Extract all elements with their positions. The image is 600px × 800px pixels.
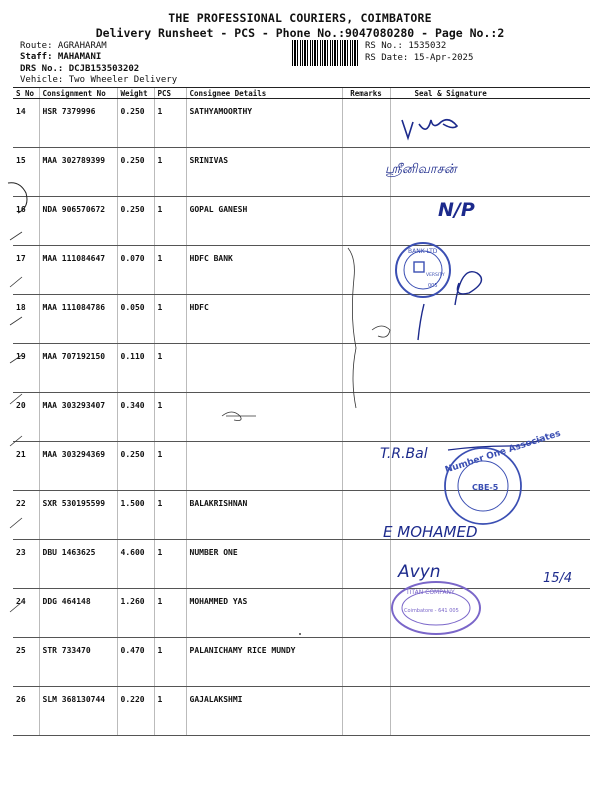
cell-consignee: GAJALAKSHMI xyxy=(186,687,342,736)
cell-remarks xyxy=(342,589,390,638)
cell-remarks xyxy=(342,344,390,393)
table-row xyxy=(13,295,590,344)
cell-seal-signature xyxy=(390,295,590,344)
cell-remarks xyxy=(342,393,390,442)
cell-seal-signature xyxy=(390,589,590,638)
table-row xyxy=(13,99,590,148)
cell-weight: 0.110 xyxy=(117,344,154,393)
cell-consignment: MAA 111084647 xyxy=(39,246,117,295)
cell-consignment: SXR 530195599 xyxy=(39,491,117,540)
cell-consignee: HDFC BANK xyxy=(186,246,342,295)
cell-consignment: DDG 464148 xyxy=(39,589,117,638)
table-row xyxy=(13,393,590,442)
cell-consignment: MAA 303293407 xyxy=(39,393,117,442)
table-row xyxy=(13,589,590,638)
bank-stamp-text: BANK LTD xyxy=(408,248,438,255)
cell-remarks xyxy=(342,295,390,344)
cell-sno: 23 xyxy=(13,540,39,589)
cell-seal-signature xyxy=(390,491,590,540)
cell-consignee xyxy=(186,344,342,393)
titan-stamp-text-2: Coimbatore - 641 005 xyxy=(404,608,459,614)
staff-label: Staff: MAHAMANI xyxy=(20,52,102,62)
barcode xyxy=(292,40,360,66)
cell-sno: 16 xyxy=(13,197,39,246)
cell-consignee: SRINIVAS xyxy=(186,148,342,197)
cell-remarks xyxy=(342,491,390,540)
cell-weight: 1.260 xyxy=(117,589,154,638)
cell-consignment: HSR 7379996 xyxy=(39,99,117,148)
cell-pcs: 1 xyxy=(154,148,186,197)
table-row xyxy=(13,246,590,295)
number-one-stamp-cbe: CBE-5 xyxy=(472,483,499,492)
signature-row-22: T.R.Bal xyxy=(380,446,428,462)
cell-consignee: HDFC xyxy=(186,295,342,344)
table-row xyxy=(13,442,590,491)
cell-seal-signature xyxy=(390,442,590,491)
cell-consignee xyxy=(186,442,342,491)
bank-stamp-text-3: 005 xyxy=(428,283,438,289)
cell-seal-signature xyxy=(390,393,590,442)
cell-seal-signature xyxy=(390,197,590,246)
table-row xyxy=(13,344,590,393)
cell-consignment: NDA 906570672 xyxy=(39,197,117,246)
cell-consignment: STR 733470 xyxy=(39,638,117,687)
cell-consignment: MAA 707192150 xyxy=(39,344,117,393)
cell-weight: 0.250 xyxy=(117,148,154,197)
cell-consignment: MAA 303294369 xyxy=(39,442,117,491)
number-one-stamp-text: Number One Associates xyxy=(443,428,562,476)
cell-consignee: PALANICHAMY RICE MUNDY xyxy=(186,638,342,687)
cell-seal-signature xyxy=(390,540,590,589)
table-row xyxy=(13,638,590,687)
signature-row-15: ஸ்ரீனிவாசன் xyxy=(385,162,457,177)
cell-remarks xyxy=(342,638,390,687)
table-row xyxy=(13,540,590,589)
cell-seal-signature xyxy=(390,246,590,295)
cell-seal-signature xyxy=(390,687,590,736)
cell-consignee: NUMBER ONE xyxy=(186,540,342,589)
cell-sno: 14 xyxy=(13,99,39,148)
cell-pcs: 1 xyxy=(154,344,186,393)
cell-sno: 19 xyxy=(13,344,39,393)
cell-sno: 18 xyxy=(13,295,39,344)
col-sno: S No xyxy=(13,88,39,99)
cell-weight: 0.220 xyxy=(117,687,154,736)
cell-pcs: 1 xyxy=(154,295,186,344)
cell-weight: 4.600 xyxy=(117,540,154,589)
cell-consignee: SATHYAMOORTHY xyxy=(186,99,342,148)
cell-pcs: 1 xyxy=(154,442,186,491)
cell-remarks xyxy=(342,687,390,736)
cell-weight: 0.070 xyxy=(117,246,154,295)
cell-sno: 26 xyxy=(13,687,39,736)
cell-seal-signature xyxy=(390,344,590,393)
col-consignment: Consignment No xyxy=(39,88,117,99)
cell-pcs: 1 xyxy=(154,197,186,246)
route-label: Route: AGRAHARAM xyxy=(20,41,107,51)
cell-sno: 15 xyxy=(13,148,39,197)
table-row xyxy=(13,491,590,540)
cell-weight: 1.500 xyxy=(117,491,154,540)
cell-consignee: BALAKRISHNAN xyxy=(186,491,342,540)
cell-sno: 21 xyxy=(13,442,39,491)
cell-sno: 24 xyxy=(13,589,39,638)
cell-consignment: MAA 302789399 xyxy=(39,148,117,197)
cell-pcs: 1 xyxy=(154,491,186,540)
bank-stamp-text-2: VERSITY xyxy=(426,273,445,278)
cell-weight: 0.250 xyxy=(117,197,154,246)
rs-no-label: RS No.: 1535032 xyxy=(365,41,447,51)
titan-stamp-text: TITAN COMPANY xyxy=(406,589,455,596)
cell-seal-signature xyxy=(390,638,590,687)
drs-label: DRS No.: DCJB153503202 xyxy=(20,64,140,74)
cell-remarks xyxy=(342,197,390,246)
cell-pcs: 1 xyxy=(154,638,186,687)
cell-remarks xyxy=(342,246,390,295)
np-mark: N/P xyxy=(438,199,475,221)
cell-consignment: MAA 111084786 xyxy=(39,295,117,344)
vehicle-label: Vehicle: Two Wheeler Delivery xyxy=(20,75,178,85)
col-seal-signature: Seal & Signature xyxy=(390,88,590,99)
rs-date-label: RS Date: 15-Apr-2025 xyxy=(365,53,474,63)
table-row xyxy=(13,148,590,197)
cell-pcs: 1 xyxy=(154,246,186,295)
table-row xyxy=(13,687,590,736)
runsheet-table xyxy=(13,87,590,736)
cell-seal-signature xyxy=(390,148,590,197)
cell-sno: 17 xyxy=(13,246,39,295)
cell-seal-signature xyxy=(390,99,590,148)
col-consignee: Consignee Details xyxy=(186,88,342,99)
cell-consignment: DBU 1463625 xyxy=(39,540,117,589)
cell-sno: 25 xyxy=(13,638,39,687)
col-remarks: Remarks xyxy=(342,88,390,99)
cell-weight: 0.250 xyxy=(117,99,154,148)
table-row xyxy=(13,197,590,246)
cell-remarks xyxy=(342,540,390,589)
cell-pcs: 1 xyxy=(154,589,186,638)
cell-remarks xyxy=(342,99,390,148)
cell-consignment: SLM 368130744 xyxy=(39,687,117,736)
cell-remarks xyxy=(342,148,390,197)
signature-row-24: E MOHAMED xyxy=(383,523,478,541)
col-pcs: PCS xyxy=(154,88,186,99)
cell-consignee: MOHAMMED YAS xyxy=(186,589,342,638)
col-weight: Weight xyxy=(117,88,154,99)
company-title: THE PROFESSIONAL COURIERS, COIMBATORE xyxy=(168,11,432,25)
runsheet-subtitle: Delivery Runsheet - PCS - Phone No.:9047080280 - Page No.:2 xyxy=(95,26,505,40)
cell-pcs: 1 xyxy=(154,99,186,148)
cell-pcs: 1 xyxy=(154,540,186,589)
cell-weight: 0.050 xyxy=(117,295,154,344)
table-header xyxy=(13,88,590,99)
cell-sno: 22 xyxy=(13,491,39,540)
cell-sno: 20 xyxy=(13,393,39,442)
cell-weight: 0.340 xyxy=(117,393,154,442)
cell-weight: 0.470 xyxy=(117,638,154,687)
signature-row-25: Avyn xyxy=(398,562,441,582)
cell-pcs: 1 xyxy=(154,393,186,442)
cell-weight: 0.250 xyxy=(117,442,154,491)
cell-remarks xyxy=(342,442,390,491)
cell-consignee: GOPAL GANESH xyxy=(186,197,342,246)
cell-consignee xyxy=(186,393,342,442)
signature-row-25-date: 15/4 xyxy=(543,571,573,586)
cell-pcs: 1 xyxy=(154,687,186,736)
